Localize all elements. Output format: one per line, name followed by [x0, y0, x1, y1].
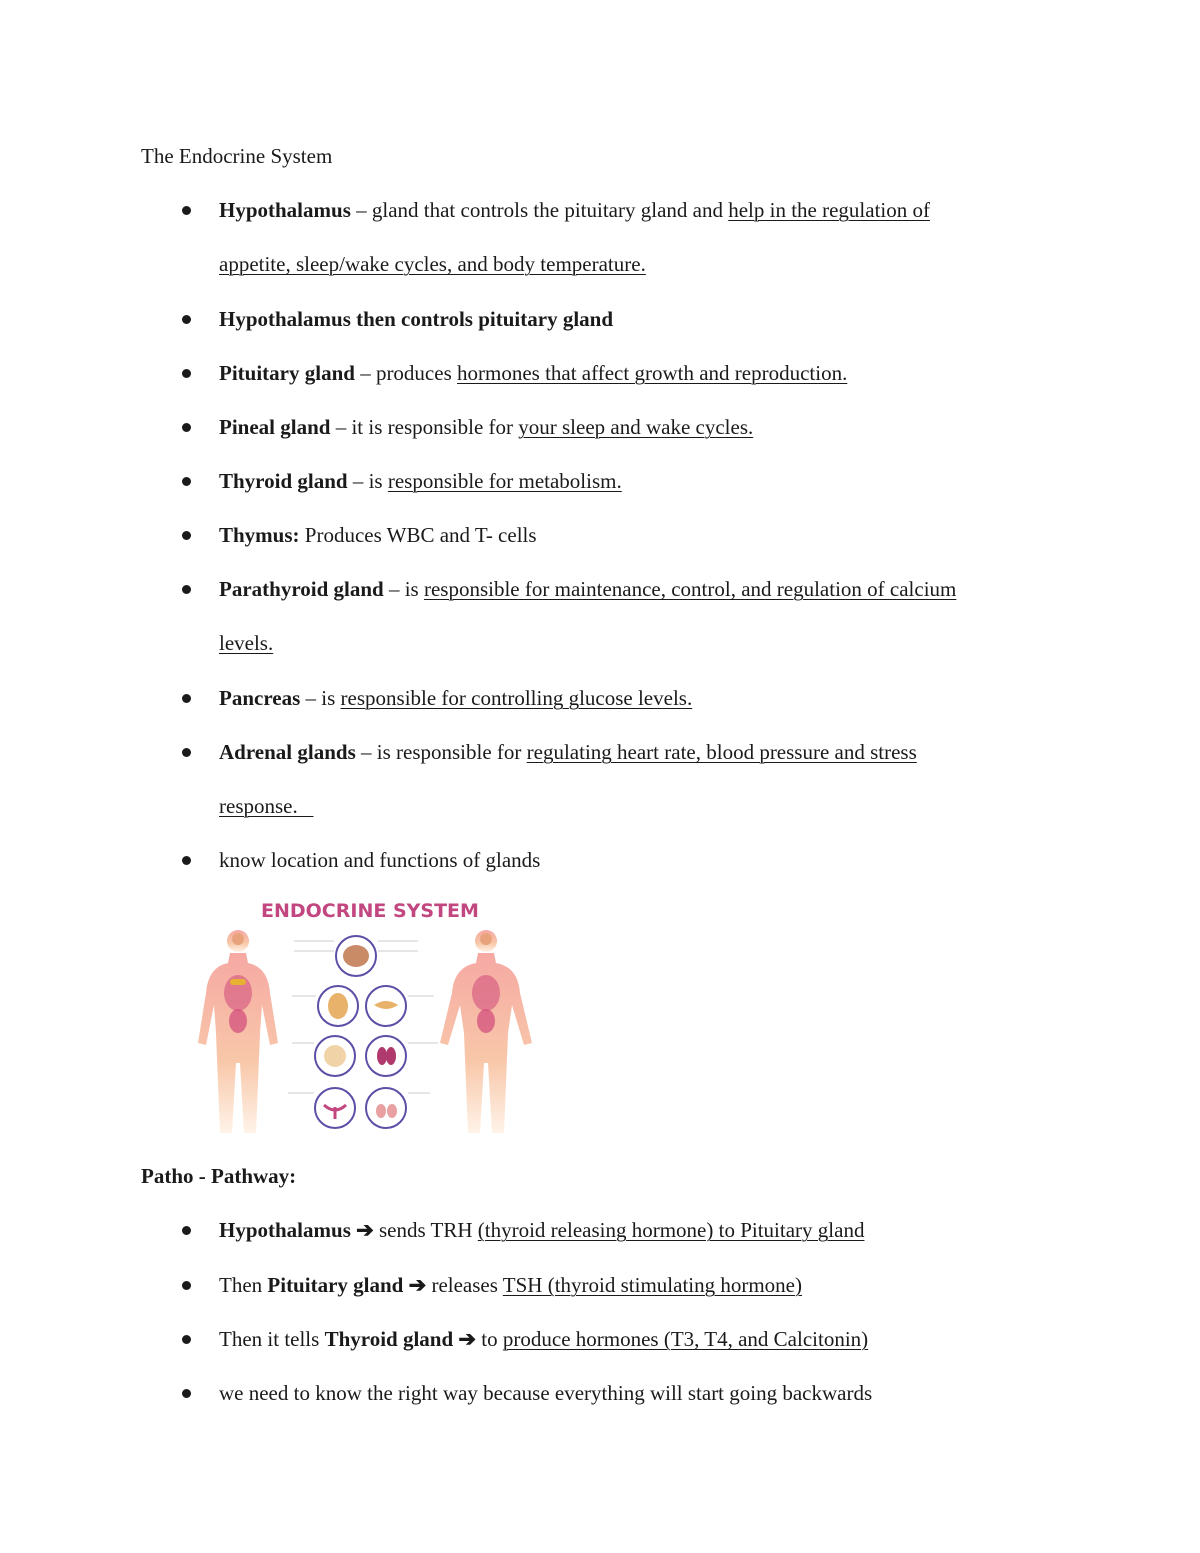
arrow-icon: ➔: [453, 1327, 477, 1351]
list-item-hypothalamus: Hypothalamus – gland that controls the pituitary gland and help in the regulation of: [219, 198, 930, 222]
bullet-dot: [182, 1226, 191, 1235]
patho-item-3: Then it tells Thyroid gland ➔ to produce hormones (T3, T4, and Calcitonin): [219, 1327, 869, 1351]
bullet-dot: [182, 477, 191, 486]
figure-title: ENDOCRINE SYSTEM: [261, 900, 479, 922]
bullet-dot: [182, 423, 191, 432]
thyroid-icon: [328, 993, 348, 1019]
female-body-illustration: [198, 930, 278, 1133]
bullet-dot: [182, 1335, 191, 1344]
adrenal-icon: [377, 1047, 387, 1065]
list-item-pancreas: Pancreas – is responsible for controlling glucose levels.: [219, 686, 693, 710]
patho-heading: Patho - Pathway:: [141, 1164, 297, 1188]
arrow-icon: ➔: [350, 1218, 374, 1242]
term: Hypothalamus: [219, 198, 351, 222]
list-item-thyroid: Thyroid gland – is responsible for metabolism.: [219, 469, 622, 493]
list-item-pineal: Pineal gland – it is responsible for your sleep and wake cycles.: [219, 415, 754, 439]
list-item-know: know location and functions of glands: [219, 848, 541, 872]
organ-circles: [315, 936, 406, 1128]
list-item-parathyroid-cont: levels.: [219, 631, 274, 655]
bullet-dot: [182, 369, 191, 378]
list-item-parathyroid: Parathyroid gland – is responsible for maintenance, control, and regulation of calcium: [219, 577, 957, 601]
bullet-dot: [182, 585, 191, 594]
bullet-dot: [182, 694, 191, 703]
list-item-adrenal-cont: response.: [219, 794, 314, 818]
list-item-thymus: Thymus: Produces WBC and T- cells: [219, 523, 537, 547]
bullet-dot: [182, 531, 191, 540]
bullet-dot: [182, 1281, 191, 1290]
list-item-hypothalamus-controls: Hypothalamus then controls pituitary gland: [219, 307, 614, 331]
brain-icon: [343, 945, 369, 967]
patho-item-1: Hypothalamus ➔ sends TRH (thyroid releasing hormone) to Pituitary gland: [219, 1218, 865, 1242]
patho-item-4: we need to know the right way because everything will start going backwards: [219, 1381, 873, 1405]
bullet-dot: [182, 315, 191, 324]
list-item-adrenal: Adrenal glands – is responsible for regulating heart rate, blood pressure and stress: [219, 740, 917, 764]
thymus-icon: [324, 1045, 346, 1067]
document-title: The Endocrine System: [141, 144, 333, 168]
list-item-pituitary: Pituitary gland – produces hormones that affect growth and reproduction.: [219, 361, 848, 385]
endocrine-system-figure: [186, 893, 542, 1135]
patho-item-2: Then Pituitary gland ➔ releases TSH (thyroid stimulating hormone): [219, 1273, 803, 1297]
bullet-dot: [182, 1389, 191, 1398]
testes-icon: [376, 1104, 386, 1118]
list-item-hypothalamus-cont: appetite, sleep/wake cycles, and body temperature.: [219, 252, 646, 276]
bullet-dot: [182, 748, 191, 757]
bullet-dot: [182, 856, 191, 865]
bullet-dot: [182, 206, 191, 215]
arrow-icon: ➔: [403, 1273, 427, 1297]
male-body-illustration: [440, 930, 532, 1133]
